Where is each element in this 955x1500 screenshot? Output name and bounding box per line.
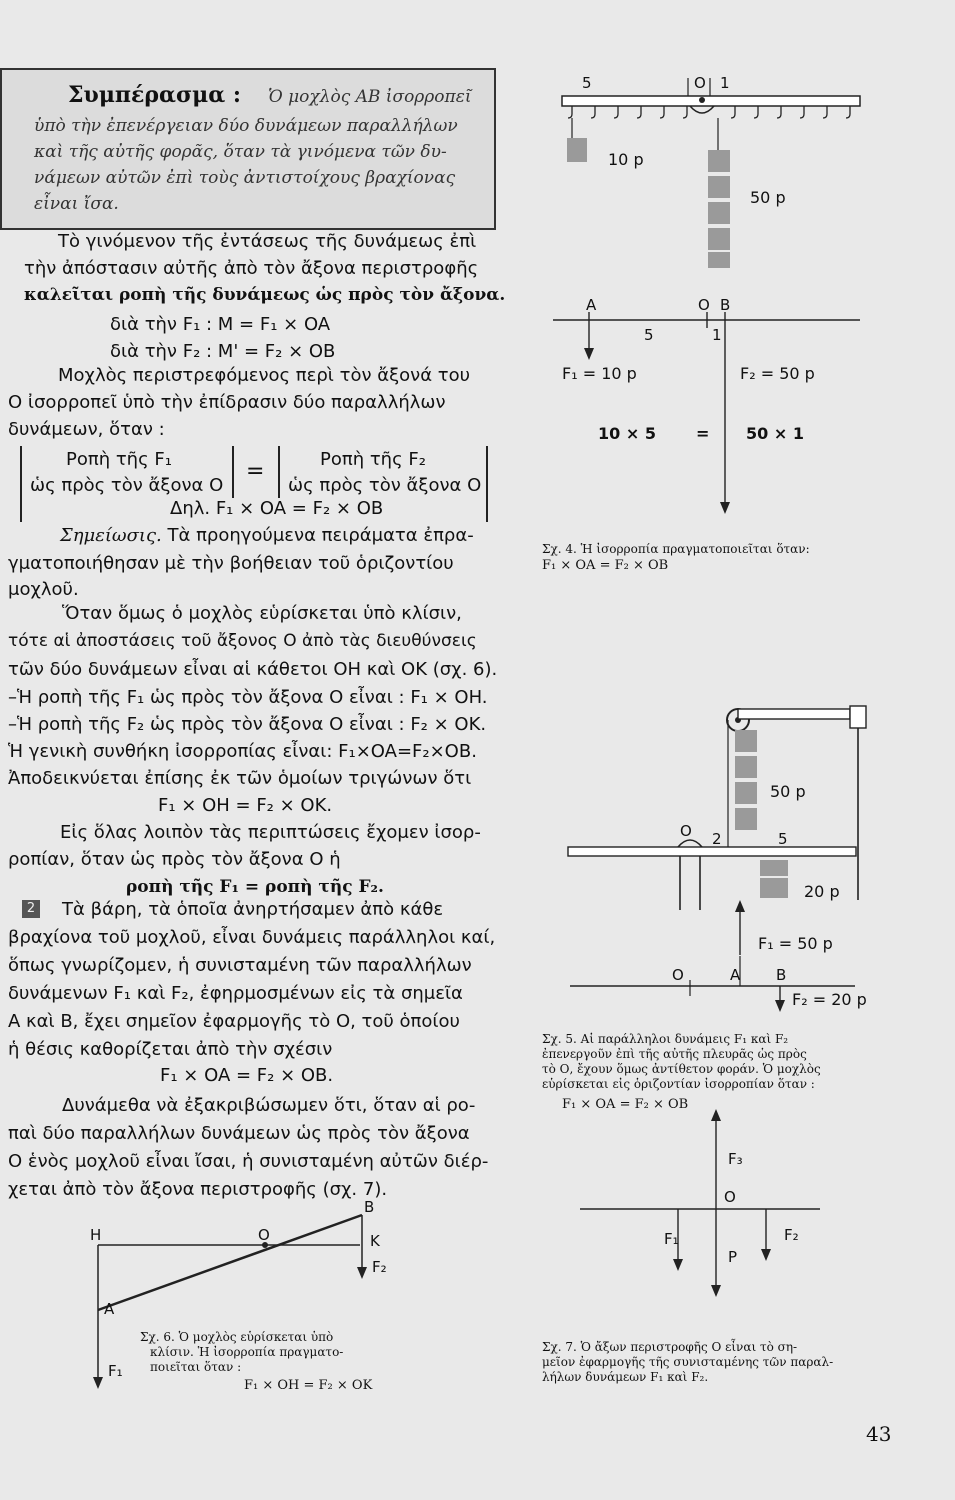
conclusion-line: ὑπὸ τὴν ἐπενέργειαν δύο δυνάμεων παραλλήλων (34, 116, 458, 136)
paragraph-line: χεται ἀπὸ τὸν ἄξονα περιστροφῆς (σχ. 7). (8, 1179, 388, 1200)
fig4-lever-weights-diagram (560, 70, 870, 270)
fig6-caption-formula: F₁ × OH = F₂ × OK (244, 1378, 373, 1393)
bar-mid-right (278, 446, 280, 498)
conclusion-line: νάμεων αὐτῶν ἐπὶ τοὺς ἀντιστοίχους βραχίονας (34, 168, 456, 188)
fig4-product-equals: = (696, 424, 710, 443)
moment-definition-line: καλεῖται ροπὴ τῆς δυνάμεως ὡς πρὸς τὸν ἄξονα. (24, 285, 506, 305)
fig4-caption: Σχ. 4. Ἡ ἰσορροπία πραγματοποιεῖται ὅταν: (542, 542, 810, 556)
weight-20p (760, 878, 788, 898)
formula-f1: διὰ τὴν F₁ : M = F₁ × OA (110, 314, 331, 335)
paragraph-line: δυνάμενων F₁ καὶ F₂, ἐφηρμοσμένων εἰς τὰ σημεῖα (8, 983, 463, 1004)
fig4-label-b: B (720, 296, 731, 314)
formula-f2: διὰ τὴν F₂ : M' = F₂ × OB (110, 341, 336, 362)
paragraph-line: Ἡ γενικὴ συνθήκη ἰσορροπίας εἶναι: F₁×OA=F₂×OB. (8, 741, 477, 762)
paragraph-line: Τὸ γινόμενον τῆς ἐντάσεως τῆς δυνάμεως ἐπὶ (58, 231, 477, 252)
moment-f1-label: Ροπὴ τῆς F₁ (66, 449, 172, 470)
fig4-product-left: 10 × 5 (598, 424, 656, 443)
pivot-arc (678, 840, 702, 847)
paragraph-line: μοχλοῦ. (8, 579, 79, 600)
conclusion-line: καὶ τῆς αὐτῆς φορᾶς, ὅταν τὰ γινόμενα τῶν δυ- (34, 142, 447, 162)
paragraph-line: Ο ἰσορροπεῖ ὑπὸ τὴν ἐπίδρασιν δύο παραλλήλων (8, 392, 446, 413)
conclusion-box (0, 68, 496, 230)
fig6-caption-line: κλίσιν. Ἡ ἰσορροπία πραγματο- (150, 1345, 344, 1359)
fig6-label-b: B (364, 1198, 375, 1216)
paragraph-line: Εἰς ὅλας λοιπὸν τὰς περιπτώσεις ἔχομεν ἰσορ- (60, 822, 481, 843)
weight-block (708, 228, 730, 250)
bar-left (20, 446, 22, 522)
equals-sign: = (246, 459, 265, 484)
fig4-force-f1: F₁ = 10 p (562, 364, 637, 383)
fig4-weight-10p: 10 p (608, 150, 644, 169)
fig6-label-o: O (258, 1226, 270, 1244)
fig4-label-1: 1 (720, 74, 730, 92)
paragraph-line: Ὅταν ὅμως ὁ μοχλὸς εὑρίσκεται ὑπὸ κλίσιν, (62, 603, 462, 624)
fig5-label-o2: O (672, 966, 684, 984)
f1-arrow (735, 900, 745, 912)
f2-arrow (720, 502, 730, 514)
paragraph-line: Ἀποδεικνύεται ἐπίσης ἐκ τῶν ὁμοίων τριγώνων ὅτι (8, 768, 472, 789)
fig7-caption-line: λήλων δυνάμεων F₁ καὶ F₂. (542, 1370, 709, 1384)
fig6-caption-line: Σχ. 6. Ὁ μοχλὸς εὑρίσκεται ὑπὸ (140, 1330, 334, 1344)
f1-arrow (584, 348, 594, 360)
fig5-label-5: 5 (778, 830, 788, 848)
fig4-force-diagram (545, 290, 865, 520)
paragraph-line: Α καὶ Β, ἔχει σημεῖον ἐφαρμογῆς τὸ Ο, τοῦ ὁποίου (8, 1011, 460, 1032)
formula-oa-ob: F₁ × OA = F₂ × OB. (160, 1065, 334, 1086)
formula-oh-ok: F₁ × OH = F₂ × OK. (158, 795, 333, 816)
fig7-caption-line: Σχ. 7. Ὁ ἄξων περιστροφῆς Ο εἶναι τὸ ση- (542, 1340, 798, 1354)
paragraph-line: ὅπως γνωρίζομεν, ἡ συνισταμένη τῶν παραλλήλων (8, 955, 472, 976)
fig4-force-f2: F₂ = 50 p (740, 364, 815, 383)
fig4-product-right: 50 × 1 (746, 424, 804, 443)
paragraph-line: –Ἡ ροπὴ τῆς F₂ ὡς πρὸς τὸν ἄξονα Ο εἶναι : F₂ × OK. (8, 714, 487, 735)
paragraph-line: βραχίονα τοῦ μοχλοῦ, εἶναι δυνάμεις παράλληλοι καί, (8, 927, 496, 948)
fig4-label-o: O (694, 74, 706, 92)
moment-f2-label: Ροπὴ τῆς F₂ (320, 449, 426, 470)
beam-clamp (850, 706, 866, 728)
fig4-label-dist5: 5 (644, 326, 654, 344)
weight-block (708, 150, 730, 172)
about-axis-label: ὡς πρὸς τὸν ἄξονα Ο (30, 475, 224, 496)
f2-arrow (775, 1000, 785, 1012)
fig6-label-f1: F₁ (108, 1362, 123, 1380)
fig4-weight-50p: 50 p (750, 188, 786, 207)
paragraph-line: Δυνάμεθα νὰ ἐξακριβώσωμεν ὅτι, ὅταν αἱ ρο- (62, 1095, 476, 1116)
fig4-label-a: A (586, 296, 597, 314)
fig5-label-a: A (730, 966, 741, 984)
paragraph-line: παὶ δύο παραλλήλων δυνάμεων ὡς πρὸς τὸν ἄξονα (8, 1123, 470, 1144)
weight-10p (567, 138, 587, 162)
balance-formula: Δηλ. F₁ × OA = F₂ × OB (170, 498, 384, 519)
conclusion-line: Ὁ μοχλὸς ΑΒ ἰσορροπεῖ (268, 87, 472, 107)
fig5-weight-50p: 50 p (770, 782, 806, 801)
note-line (60, 522, 474, 549)
lever-line (98, 1215, 362, 1310)
fig5-force-f2: F₂ = 20 p (792, 990, 867, 1009)
fig4-caption-formula: F₁ × OA = F₂ × OB (542, 558, 669, 573)
fig7-label-o: O (724, 1188, 736, 1206)
paragraph-line: Τὰ βάρη, τὰ ὁποῖα ἀνηρτήσαμεν ἀπὸ κάθε (62, 899, 444, 920)
fig5-caption-line: τὸ Ο, ἔχουν ὅμως ἀντίθετον φοράν. Ὁ μοχλὸς (542, 1062, 821, 1076)
weight-block (708, 252, 730, 268)
fig4-label-dist1: 1 (712, 326, 722, 344)
fig5-pulley-diagram (560, 700, 880, 1020)
paragraph-line: –Ἡ ροπὴ τῆς F₁ ὡς πρὸς τὸν ἄξονα Ο εἶναι : F₁ × OH. (8, 687, 488, 708)
weight-block (708, 176, 730, 198)
note-label: Σημείωσις. (60, 525, 162, 546)
fig7-label-f1: F₁ (664, 1230, 679, 1248)
paragraph-line: τῶν δύο δυνάμεων εἶναι αἱ κάθετοι ΟΗ καὶ ΟΚ (σχ. 6). (8, 659, 498, 680)
fig5-label-b: B (776, 966, 787, 984)
fig6-label-h: H (90, 1226, 102, 1244)
paragraph-line: δυνάμεων, ὅταν : (8, 419, 165, 440)
section-number-badge: 2 (22, 900, 40, 918)
balance-condition (20, 446, 492, 526)
f1-arrow (93, 1377, 103, 1389)
f2-arrow (761, 1249, 771, 1261)
paragraph-line: τὴν ἀπόστασιν αὐτῆς ἀπὸ τὸν ἄξονα περιστροφῆς (24, 258, 479, 279)
paragraph-line: γματοποιήθησαν μὲ τὴν βοήθειαν τοῦ ὁριζοντίου (8, 553, 454, 574)
fig5-label-2: 2 (712, 830, 722, 848)
bar-right (486, 446, 488, 522)
fig5-label-o: O (680, 822, 692, 840)
p-arrow (711, 1285, 721, 1297)
conclusion-line: εἶναι ἴσα. (34, 194, 119, 214)
page-number: 43 (866, 1422, 892, 1446)
paragraph-line: Μοχλὸς περιστρεφόμενος περὶ τὸν ἄξονά του (58, 365, 471, 386)
fig5-weight-20p: 20 p (804, 882, 840, 901)
pivot (699, 97, 705, 103)
fig5-caption-formula: F₁ × OA = F₂ × OB (562, 1097, 689, 1112)
paragraph-line: ροπίαν, ὅταν ὡς πρὸς τὸν ἄξονα Ο ἡ (8, 849, 341, 870)
fig5-force-f1: F₁ = 50 p (758, 934, 833, 953)
f1-arrow (673, 1259, 683, 1271)
bar-mid-left (232, 446, 234, 498)
pulley-beam (738, 709, 850, 719)
lever-hooks (568, 106, 850, 118)
fig5-caption-line: ἐπενεργοῦν ἐπὶ τῆς αὐτῆς πλευρᾶς ὡς πρὸς (542, 1047, 807, 1061)
fig4-label-5: 5 (582, 74, 592, 92)
conclusion-title: Συμπέρασμα : (68, 82, 241, 108)
paragraph-line: τότε αἱ ἀποστάσεις τοῦ ἄξονος Ο ἀπὸ τὰς διευθύνσεις (8, 631, 477, 651)
note-text: Τὰ προηγούμενα πειράματα ἐπρα- (167, 525, 474, 546)
fig7-caption-line: μεῖον ἐφαρμογῆς τῆς συνισταμένης τῶν παραλ- (542, 1355, 834, 1369)
equilibrium-rule: ροπὴ τῆς F₁ = ροπὴ τῆς F₂. (126, 877, 384, 897)
conclusion-title-row (68, 82, 472, 110)
fig7-label-f3: F₃ (728, 1150, 743, 1168)
fig5-caption-line: Σχ. 5. Αἱ παράλληλοι δυνάμεις F₁ καὶ F₂ (542, 1032, 789, 1046)
about-axis-label: ὡς πρὸς τὸν ἄξονα Ο (288, 475, 482, 496)
fig4-label-o2: O (698, 296, 710, 314)
paragraph-line: Ο ἑνὸς μοχλοῦ εἶναι ἴσαι, ἡ συνισταμένη αὐτῶν διέρ- (8, 1151, 489, 1172)
fig6-label-k: K (370, 1232, 380, 1250)
pivot-support (690, 106, 714, 113)
fig5-caption-line: εὑρίσκεται εἰς ὁριζοντίαν ἰσορροπίαν ὅταν : (542, 1077, 815, 1091)
fig7-label-p: P (728, 1248, 738, 1266)
lever-bar (568, 847, 856, 856)
f3-arrow (711, 1109, 721, 1121)
fig7-resultant-diagram (570, 1105, 830, 1305)
lever-bar (562, 96, 860, 106)
paragraph-line: ἡ θέσις καθορίζεται ἀπὸ τὴν σχέσιν (8, 1039, 333, 1060)
fig6-label-a: A (104, 1300, 115, 1318)
fig7-label-f2: F₂ (784, 1226, 799, 1244)
fig6-caption-line: ποιεῖται ὅταν : (150, 1360, 242, 1374)
weight-block (708, 202, 730, 224)
f2-arrow (357, 1267, 367, 1279)
fig6-label-f2: F₂ (372, 1258, 387, 1276)
